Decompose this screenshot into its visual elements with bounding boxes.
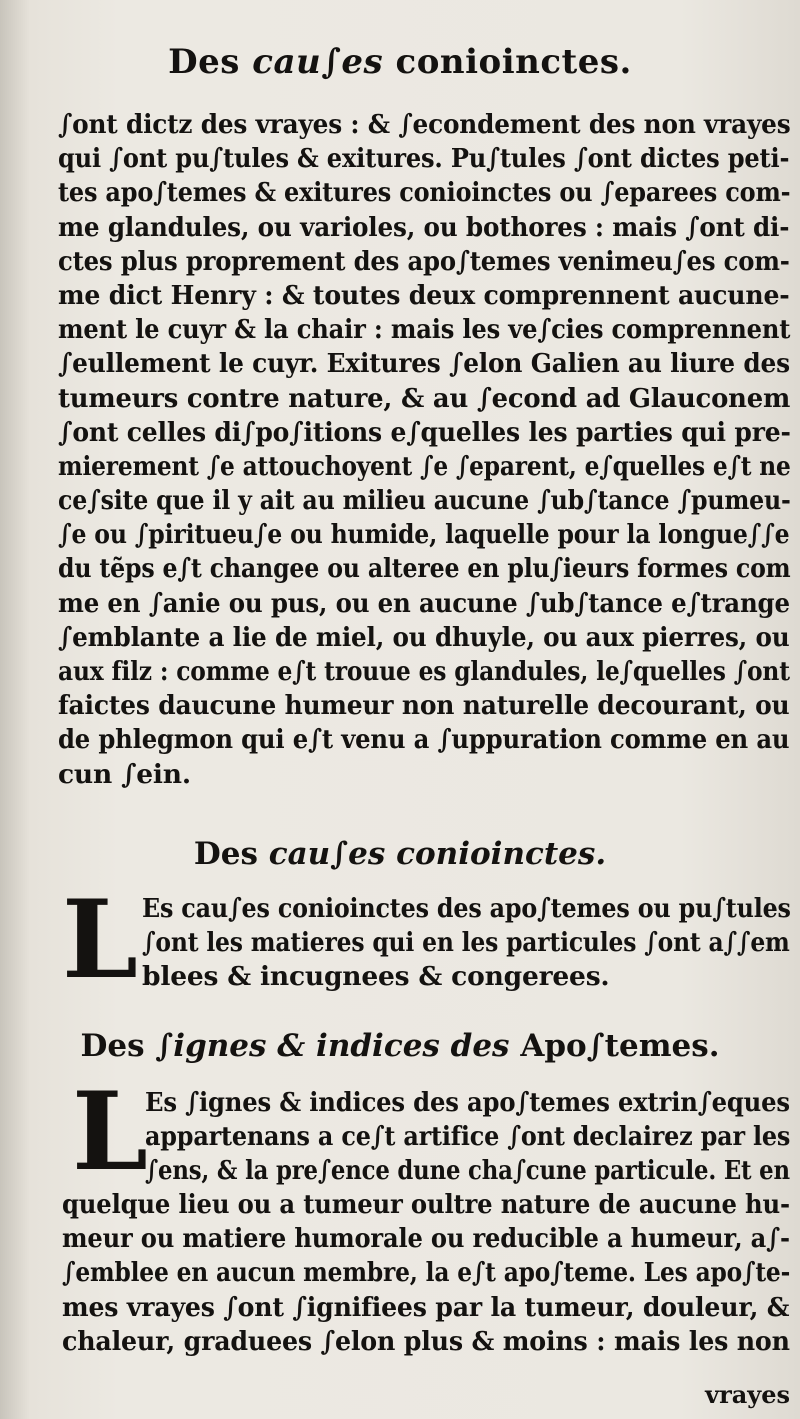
running-head-part-b: cau∫es <box>252 42 384 82</box>
paragraph-signs <box>62 1188 790 1359</box>
section-heading-signs <box>0 1028 800 1064</box>
text-line: ment le cuyr & la chair : mais les ve∫cies comprennent <box>58 314 791 346</box>
text-line: ∫emblee en aucun membre, la e∫t apo∫teme. Les apo∫te- <box>62 1257 791 1289</box>
text-line: Es cau∫es conioinctes des apo∫temes ou pu∫tules <box>142 893 791 924</box>
paragraph-continued <box>58 108 790 792</box>
running-head-part-c: conioinctes. <box>383 42 632 82</box>
paragraph-signs-indented <box>145 1086 790 1189</box>
text-line: me en ∫anie ou pus, ou en aucune ∫ub∫tance e∫trange <box>58 587 790 619</box>
text-line: du tẽps e∫t changee ou alteree en plu∫ieurs formes com <box>58 553 791 585</box>
text-line: ∫e ou ∫piritueu∫e ou humide, laquelle pour la longue∫∫e <box>58 519 790 551</box>
heading-part: Des <box>80 1028 156 1064</box>
text-line: ∫eullement le cuyr. Exitures ∫elon Galien au liure des <box>58 348 790 380</box>
heading-part-italic: ∫ignes & indices des <box>155 1028 521 1064</box>
running-head-part-a: Des <box>168 42 253 82</box>
heading-part-italic: cau∫es conioinctes. <box>268 836 607 872</box>
text-line: me dict Henry : & toutes deux comprennent aucune- <box>58 279 790 311</box>
text-line: qui ∫ont pu∫tules & exitures. Pu∫tules ∫ont dictes peti- <box>58 143 790 175</box>
text-line: me glandules, ou varioles, ou bothores : mais ∫ont di- <box>58 211 790 243</box>
text-line: appartenans a ce∫t artifice ∫ont declairez par les <box>145 1121 791 1153</box>
text-line: tes apo∫temes & exitures conioinctes ou ∫eparees com- <box>58 177 791 209</box>
catchword: vrayes <box>705 1380 790 1409</box>
text-line: blees & incugnees & congerees. <box>142 961 610 993</box>
text-line: mes vrayes ∫ont ∫ignifiees par la tumeur, douleur, & <box>62 1291 790 1323</box>
text-line: ∫ont dictz des vrayes : & ∫econdement des non vrayes <box>58 109 791 140</box>
text-line: tumeurs contre nature, & au ∫econd ad Glauconem <box>58 382 791 414</box>
text-line: ctes plus proprement des apo∫temes venimeu∫es com- <box>58 245 790 277</box>
text-line: ∫emblante a lie de miel, ou dhuyle, ou aux pierres, ou <box>58 621 790 653</box>
drop-cap-letter: L <box>72 1069 148 1195</box>
text-line: quelque lieu ou a tumeur oultre nature de aucune hu- <box>62 1189 790 1220</box>
heading-part: Des <box>193 836 269 872</box>
text-line: ∫ens, & la pre∫ence dune cha∫cune particule. Et en <box>145 1155 790 1187</box>
text-line: Es ∫ignes & indices des apo∫temes extrin∫eques <box>145 1087 790 1118</box>
text-line: cun ∫ein. <box>58 758 191 790</box>
section-heading-causes <box>0 836 800 872</box>
text-line: chaleur, graduees ∫elon plus & moins : mais les non <box>62 1325 790 1357</box>
paragraph-causes <box>142 892 790 995</box>
text-line: ce∫site que il y ait au milieu aucune ∫ub∫tance ∫pumeu- <box>58 485 791 517</box>
drop-cap-letter: L <box>62 877 138 1003</box>
text-line: mierement ∫e attouchoyent ∫e ∫eparent, e∫quelles e∫t ne <box>58 450 791 482</box>
text-line: aux filz : comme e∫t trouue es glandules, le∫quelles ∫ont <box>58 656 790 687</box>
text-line: meur ou matiere humorale ou reducible a humeur, a∫- <box>62 1223 790 1255</box>
running-head <box>0 42 800 82</box>
text-line: ∫ont celles di∫po∫itions e∫quelles les parties qui pre- <box>58 416 791 448</box>
text-line: faictes daucune humeur non naturelle decourant, ou <box>58 690 790 722</box>
text-line: de phlegmon qui e∫t venu a ∫uppuration comme en au <box>58 724 790 756</box>
heading-part: Apo∫temes. <box>520 1028 720 1064</box>
text-line: ∫ont les matieres qui en les particules ∫ont a∫∫em <box>142 927 790 959</box>
